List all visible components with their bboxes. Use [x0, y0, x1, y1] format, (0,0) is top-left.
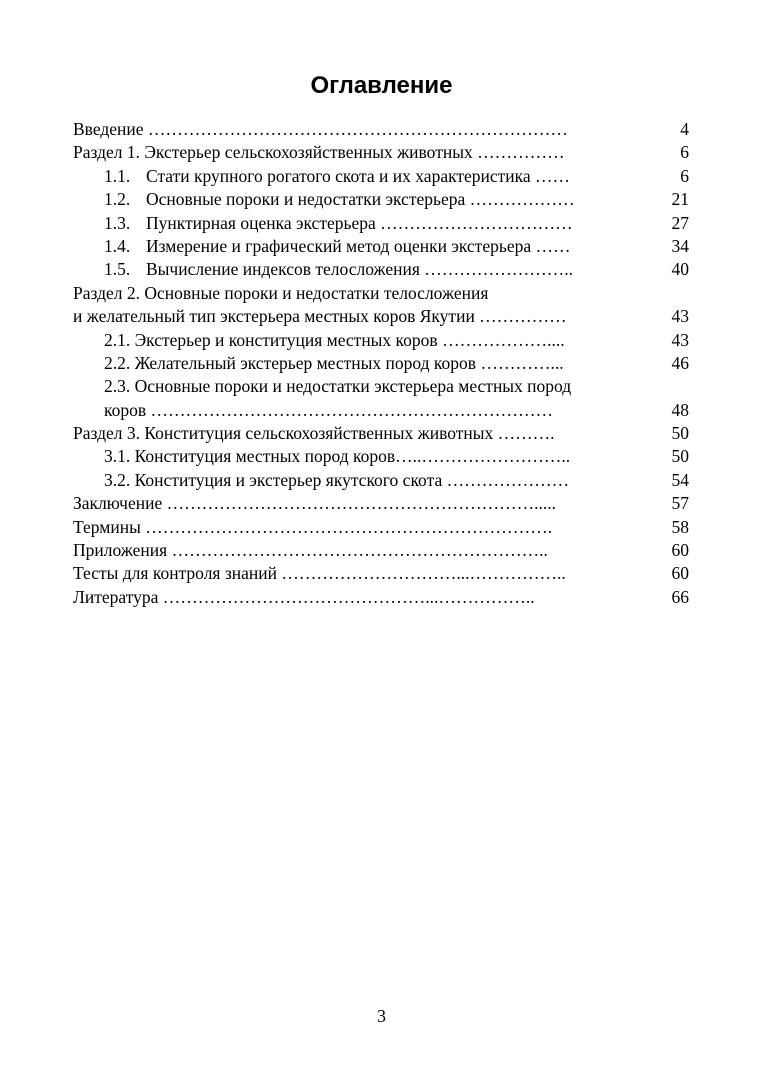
toc-entry-tests[interactable]: [73, 562, 693, 585]
toc-entry-2-2[interactable]: [73, 352, 693, 375]
toc-entry-literature[interactable]: [73, 586, 693, 609]
page-title: Оглавление: [310, 72, 453, 99]
toc-entry-number: 1.1.: [104, 165, 131, 186]
toc-entry-page: 6: [680, 142, 689, 163]
toc-entry-2-3-line-1[interactable]: [73, 375, 693, 398]
toc-entry-section-1[interactable]: [73, 141, 693, 164]
toc-entry-text: 3.1. Конституция местных пород коров…..……………………..: [104, 446, 571, 467]
toc-entry-text: Приложения ………………………………………………………..: [73, 540, 548, 561]
toc-entry-number: 1.2.: [104, 189, 131, 210]
toc-entry-text: Основные пороки и недостатки экстерьера ………………: [146, 189, 575, 210]
toc-entry-number: 1.5.: [104, 259, 131, 280]
toc-entry-page: 60: [671, 563, 689, 584]
toc-entry-page: 57: [671, 493, 689, 514]
toc-entry-page: 6: [680, 165, 689, 186]
toc-entry-page: 60: [671, 540, 689, 561]
toc-entry-text: Введение ………………………………………………………………: [73, 119, 568, 139]
toc-entry-text: коров ……………………………………………………………: [104, 399, 554, 420]
toc-entry-page: 34: [671, 235, 689, 256]
toc-entry-page: 50: [671, 446, 689, 467]
toc-entry-1-3[interactable]: [73, 212, 693, 235]
toc-entry-text: 2.3. Основные пороки и недостатки экстерьера местных пород: [104, 376, 572, 397]
toc-entry-text: 3.2. Конституция и экстерьер якутского скота …………………: [104, 469, 570, 490]
toc-entry-page: 43: [671, 329, 689, 350]
toc-entry-page: 21: [671, 189, 689, 210]
toc-entry-section-2-line-1[interactable]: [73, 282, 693, 305]
toc-entry-text: Термины …………………………………………………………….: [73, 516, 553, 537]
toc-entry-1-5[interactable]: [73, 258, 693, 281]
toc-entry-page: 48: [671, 399, 689, 420]
toc-entry-2-3-line-2[interactable]: [73, 399, 693, 422]
page-number: 3: [377, 1006, 386, 1026]
toc-entry-text: Стати крупного рогатого скота и их характеристика ……: [146, 165, 571, 186]
toc-entry-text: Заключение ……………………………………………………….....: [73, 493, 556, 514]
toc-entry-text: и желательный тип экстерьера местных коров Якутии ……………: [73, 306, 567, 327]
toc-entry-section-2-line-2[interactable]: [73, 305, 693, 328]
toc-entry-page: 43: [671, 306, 689, 327]
toc-entry-page: 58: [671, 516, 689, 537]
toc-entry-text: 2.2. Желательный экстерьер местных пород коров …………...: [104, 352, 564, 373]
toc-entry-page: 4: [680, 119, 689, 139]
toc-entry-page: 66: [671, 586, 689, 607]
toc-entry-text: Пунктирная оценка экстерьера ……………………………: [146, 212, 573, 233]
toc-entry-2-1[interactable]: [73, 329, 693, 352]
table-of-contents: [73, 118, 693, 609]
toc-entry-page: 50: [671, 423, 689, 444]
toc-entry-text: Вычисление индексов телосложения ……………………..: [146, 259, 574, 280]
toc-entry-section-3[interactable]: [73, 422, 693, 445]
toc-entry-appendices[interactable]: [73, 539, 693, 562]
toc-entry-number: 1.4.: [104, 235, 131, 256]
toc-entry-page: 46: [671, 352, 689, 373]
toc-entry-1-1[interactable]: [73, 165, 693, 188]
toc-entry-page: 54: [671, 469, 689, 490]
toc-entry-text: Раздел 3. Конституция сельскохозяйственных животных ……….: [73, 423, 555, 444]
toc-entry-1-2[interactable]: [73, 188, 693, 211]
toc-entry-3-2[interactable]: [73, 469, 693, 492]
toc-entry-text: 2.1. Экстерьер и конституция местных коров ………………....: [104, 329, 565, 350]
toc-entry-3-1[interactable]: [73, 445, 693, 468]
toc-entry-number: 1.3.: [104, 212, 131, 233]
toc-entry-terms[interactable]: [73, 516, 693, 539]
toc-entry-page: 27: [671, 212, 689, 233]
toc-entry-page: 40: [671, 259, 689, 280]
toc-entry-text: Тесты для контроля знаний …………………………...……………..: [73, 563, 566, 584]
toc-entry-text: Раздел 1. Экстерьер сельскохозяйственных животных ……………: [73, 142, 565, 163]
toc-entry-1-4[interactable]: [73, 235, 693, 258]
toc-entry-conclusion[interactable]: [73, 492, 693, 515]
toc-entry-text: Раздел 2. Основные пороки и недостатки телосложения: [73, 282, 489, 303]
toc-entry-text: Измерение и графический метод оценки экстерьера ……: [146, 235, 571, 256]
toc-entry-introduction[interactable]: [73, 118, 693, 141]
toc-entry-text: Литература ………………………………………...……………..: [73, 586, 535, 607]
